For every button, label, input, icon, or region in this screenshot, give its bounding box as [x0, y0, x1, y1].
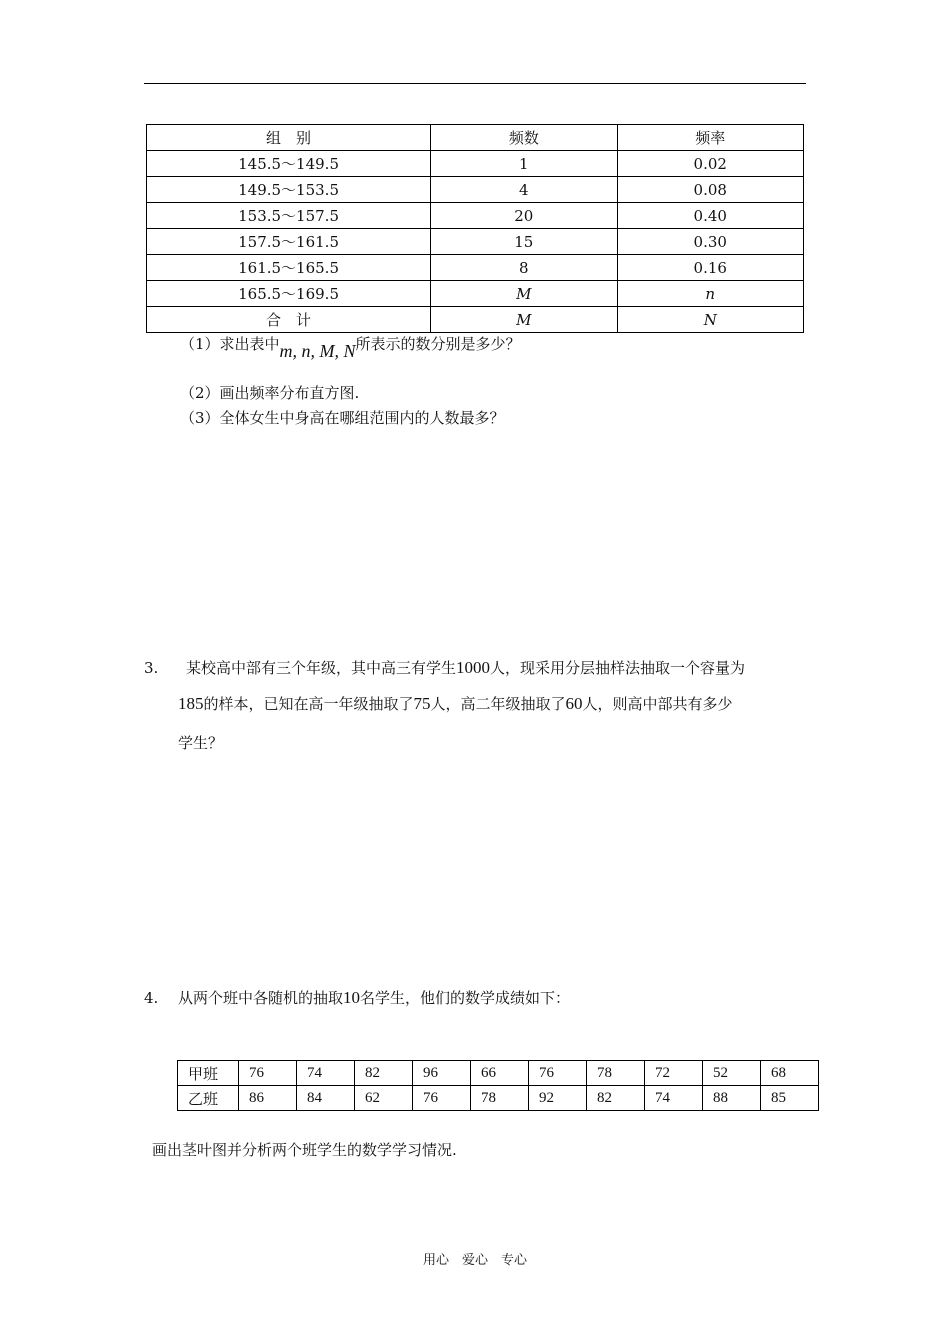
frequency-cell: 15 [431, 229, 617, 255]
rate-cell: 0.08 [617, 177, 803, 203]
q4-instruction: 画出茎叶图并分析两个班学生的数学学习情况. [152, 1141, 457, 1159]
score-cell: 76 [413, 1086, 471, 1111]
q4-intro-number: 10 [343, 988, 361, 1007]
q4-intro [178, 988, 570, 1008]
question-part-1 [180, 333, 521, 361]
score-cell: 88 [703, 1086, 761, 1111]
total-rate-cell: N [617, 307, 803, 333]
part1-prefix: （1）求出表中 [180, 335, 280, 353]
header-frequency: 频数 [431, 125, 617, 151]
table-row [147, 229, 804, 255]
q3-line-1 [186, 658, 745, 678]
q3-l1-number: 1000 [456, 658, 491, 677]
page-footer: 用心 爱心 专心 [422, 1253, 527, 1268]
rate-cell: 0.40 [617, 203, 803, 229]
table-header-row [147, 125, 804, 151]
table-row [147, 151, 804, 177]
score-cell: 78 [471, 1086, 529, 1111]
frequency-cell: 1 [431, 151, 617, 177]
table-row [147, 203, 804, 229]
table-total-row [147, 307, 804, 333]
score-cell: 62 [355, 1086, 413, 1111]
table-row-class-b [178, 1086, 819, 1111]
score-table [177, 1060, 819, 1111]
q4-intro-text-b: 名学生，他们的数学成绩如下： [360, 989, 571, 1007]
class-label-cell: 乙班 [178, 1086, 239, 1111]
score-cell: 72 [645, 1061, 703, 1086]
table-row [147, 281, 804, 307]
q3-l2-number-1: 185 [178, 694, 204, 713]
score-cell: 92 [529, 1086, 587, 1111]
header-rule [144, 83, 806, 84]
q3-l1-text-b: 人，现采用分层抽样法抽取一个容量为 [490, 659, 746, 677]
group-cell: 153.5～157.5 [147, 203, 431, 229]
header-rate: 频率 [617, 125, 803, 151]
score-cell: 86 [239, 1086, 297, 1111]
score-cell: 82 [355, 1061, 413, 1086]
q3-l2-number-2: 75 [413, 694, 431, 713]
group-cell: 145.5～149.5 [147, 151, 431, 177]
score-cell: 84 [297, 1086, 355, 1111]
frequency-table [146, 124, 804, 333]
rate-cell: 0.30 [617, 229, 803, 255]
q3-l2-number-3: 60 [565, 694, 583, 713]
frequency-cell: M [431, 281, 617, 307]
group-cell: 149.5～153.5 [147, 177, 431, 203]
total-label-cell: 合 计 [147, 307, 431, 333]
total-frequency-cell: M [431, 307, 617, 333]
score-cell: 68 [761, 1061, 819, 1086]
score-cell: 66 [471, 1061, 529, 1086]
score-cell: 76 [239, 1061, 297, 1086]
table-row [147, 255, 804, 281]
header-group: 组 别 [147, 125, 431, 151]
q3-l2-text-b: 人，高二年级抽取了 [430, 695, 566, 713]
q4-intro-text-a: 从两个班中各随机的抽取 [178, 989, 344, 1007]
score-cell: 96 [413, 1061, 471, 1086]
frequency-cell: 8 [431, 255, 617, 281]
score-cell: 82 [587, 1086, 645, 1111]
group-cell: 157.5～161.5 [147, 229, 431, 255]
rate-cell: n [617, 281, 803, 307]
score-cell: 76 [529, 1061, 587, 1086]
group-cell: 161.5～165.5 [147, 255, 431, 281]
frequency-cell: 4 [431, 177, 617, 203]
question-part-3: （3）全体女生中身高在哪组范围内的人数最多？ [180, 409, 505, 427]
q3-line-3: 学生？ [178, 734, 224, 752]
q3-l1-text-a: 某校高中部有三个年级，其中高三有学生 [186, 659, 457, 677]
score-cell: 78 [587, 1061, 645, 1086]
group-cell: 165.5～169.5 [147, 281, 431, 307]
q3-number: 3. [144, 659, 159, 677]
score-cell: 52 [703, 1061, 761, 1086]
table-row [147, 177, 804, 203]
q3-l2-text-c: 人，则高中部共有多少 [582, 695, 733, 713]
score-cell: 74 [645, 1086, 703, 1111]
part1-math: m, n, M, N [279, 341, 356, 361]
rate-cell: 0.02 [617, 151, 803, 177]
class-label-cell: 甲班 [178, 1061, 239, 1086]
q3-line-2 [178, 694, 733, 714]
question-part-2: （2）画出频率分布直方图. [180, 384, 360, 402]
part1-suffix: 所表示的数分别是多少？ [355, 335, 521, 353]
frequency-cell: 20 [431, 203, 617, 229]
table-row-class-a [178, 1061, 819, 1086]
rate-cell: 0.16 [617, 255, 803, 281]
score-cell: 85 [761, 1086, 819, 1111]
q4-number: 4. [144, 989, 159, 1007]
q3-l2-text-a: 的样本，已知在高一年级抽取了 [203, 695, 414, 713]
score-cell: 74 [297, 1061, 355, 1086]
